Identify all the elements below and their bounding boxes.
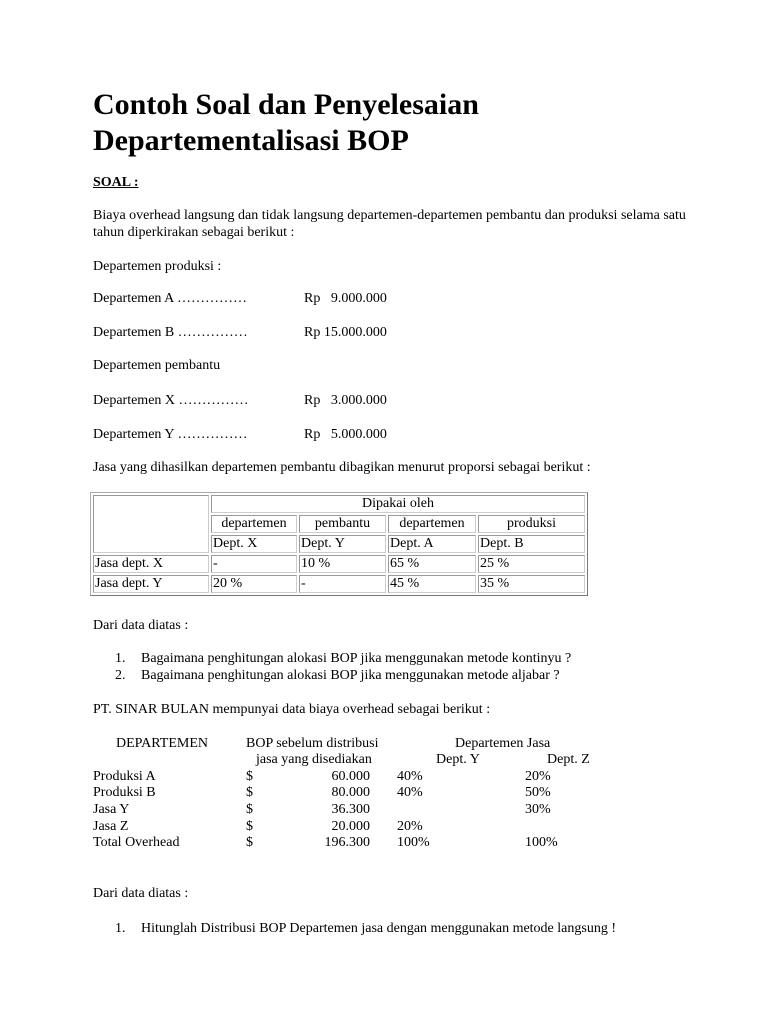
dept-b-value: Rp 15.000.000 (304, 325, 387, 340)
list-text: Bagaimana penghitungan alokasi BOP jika menggunakan metode kontinyu ? (141, 651, 572, 666)
header-dipakai-oleh: Dipakai oleh (211, 495, 585, 513)
subheader-cell: Dept. Y (299, 535, 386, 553)
support-heading: Departemen pembantu (93, 358, 221, 373)
overhead-header-dept-z: Dept. Z (547, 752, 590, 767)
row-y: 40% (397, 785, 423, 800)
row-name: Produksi B (93, 785, 156, 800)
row-name: Jasa Z (93, 819, 129, 834)
row-label: Jasa dept. Y (93, 575, 209, 593)
header-cell: produksi (478, 515, 585, 533)
row-currency: $ (246, 785, 253, 800)
dari-data-2: Dari data diatas : (93, 886, 189, 901)
subheader-cell: Dept. B (478, 535, 585, 553)
table-row (93, 555, 585, 573)
row-z: 100% (525, 835, 558, 850)
dept-a-label: Departemen A …………… (93, 291, 247, 306)
table-cell: 45 % (388, 575, 476, 593)
table-corner-cell (93, 495, 209, 553)
row-currency: $ (246, 802, 253, 817)
table-cell: - (211, 555, 297, 573)
list-number: 1. (115, 921, 126, 936)
soal-label: SOAL : (93, 175, 139, 190)
header-cell: departemen (211, 515, 297, 533)
row-z: 50% (525, 785, 551, 800)
overhead-header-dept: DEPARTEMEN (116, 736, 208, 751)
row-currency: $ (246, 769, 253, 784)
subheader-cell: Dept. X (211, 535, 297, 553)
list-number: 2. (115, 668, 126, 683)
row-currency: $ (246, 819, 253, 834)
page-title (93, 87, 479, 159)
row-name: Produksi A (93, 769, 156, 784)
dept-y-label: Departemen Y …………… (93, 427, 248, 442)
title-line-1: Contoh Soal dan Penyelesaian (93, 88, 479, 121)
row-y: 100% (397, 835, 430, 850)
title-line-2: Departementalisasi BOP (93, 124, 409, 157)
table-cell: 35 % (478, 575, 585, 593)
table-row (93, 575, 585, 593)
dari-data-1: Dari data diatas : (93, 618, 189, 633)
row-amount: 196.300 (324, 835, 370, 850)
list-text: Bagaimana penghitungan alokasi BOP jika menggunakan metode aljabar ? (141, 668, 560, 683)
row-amount: 80.000 (331, 785, 370, 800)
proportion-table (90, 492, 588, 596)
dept-b-label: Departemen B …………… (93, 325, 248, 340)
row-amount: 20.000 (331, 819, 370, 834)
row-amount: 60.000 (331, 769, 370, 784)
subheader-cell: Dept. A (388, 535, 476, 553)
header-cell: pembantu (299, 515, 386, 533)
list-number: 1. (115, 651, 126, 666)
table-cell: 25 % (478, 555, 585, 573)
overhead-header-bop-1: BOP sebelum distribusi (246, 736, 379, 751)
table-cell: 20 % (211, 575, 297, 593)
row-z: 20% (525, 769, 551, 784)
pt-paragraph: PT. SINAR BULAN mempunyai data biaya overhead sebagai berikut : (93, 702, 491, 717)
dept-x-label: Departemen X …………… (93, 393, 249, 408)
dept-a-value: Rp 9.000.000 (304, 291, 387, 306)
row-currency: $ (246, 835, 253, 850)
table-cell: 65 % (388, 555, 476, 573)
row-y: 40% (397, 769, 423, 784)
table-cell: 10 % (299, 555, 386, 573)
header-cell: departemen (388, 515, 476, 533)
production-heading: Departemen produksi : (93, 259, 222, 274)
row-label: Jasa dept. X (93, 555, 209, 573)
jasa-paragraph: Jasa yang dihasilkan departemen pembantu dibagikan menurut proporsi sebagai berikut : (93, 460, 591, 475)
overhead-header-bop-2: jasa yang disediakan (256, 752, 372, 767)
overhead-header-dept-y: Dept. Y (436, 752, 480, 767)
row-name: Total Overhead (93, 835, 180, 850)
row-name: Jasa Y (93, 802, 130, 817)
row-y: 20% (397, 819, 423, 834)
row-z: 30% (525, 802, 551, 817)
row-amount: 36.300 (331, 802, 370, 817)
dept-x-value: Rp 3.000.000 (304, 393, 387, 408)
overhead-header-jasa: Departemen Jasa (455, 736, 551, 751)
table-cell: - (299, 575, 386, 593)
list-text: Hitunglah Distribusi BOP Departemen jasa dengan menggunakan metode langsung ! (141, 921, 616, 936)
dept-y-value: Rp 5.000.000 (304, 427, 387, 442)
intro-paragraph: Biaya overhead langsung dan tidak langsung departemen-departemen pembantu dan produksi selama satu tahun diperkirakan sebagai berikut : (93, 208, 686, 240)
